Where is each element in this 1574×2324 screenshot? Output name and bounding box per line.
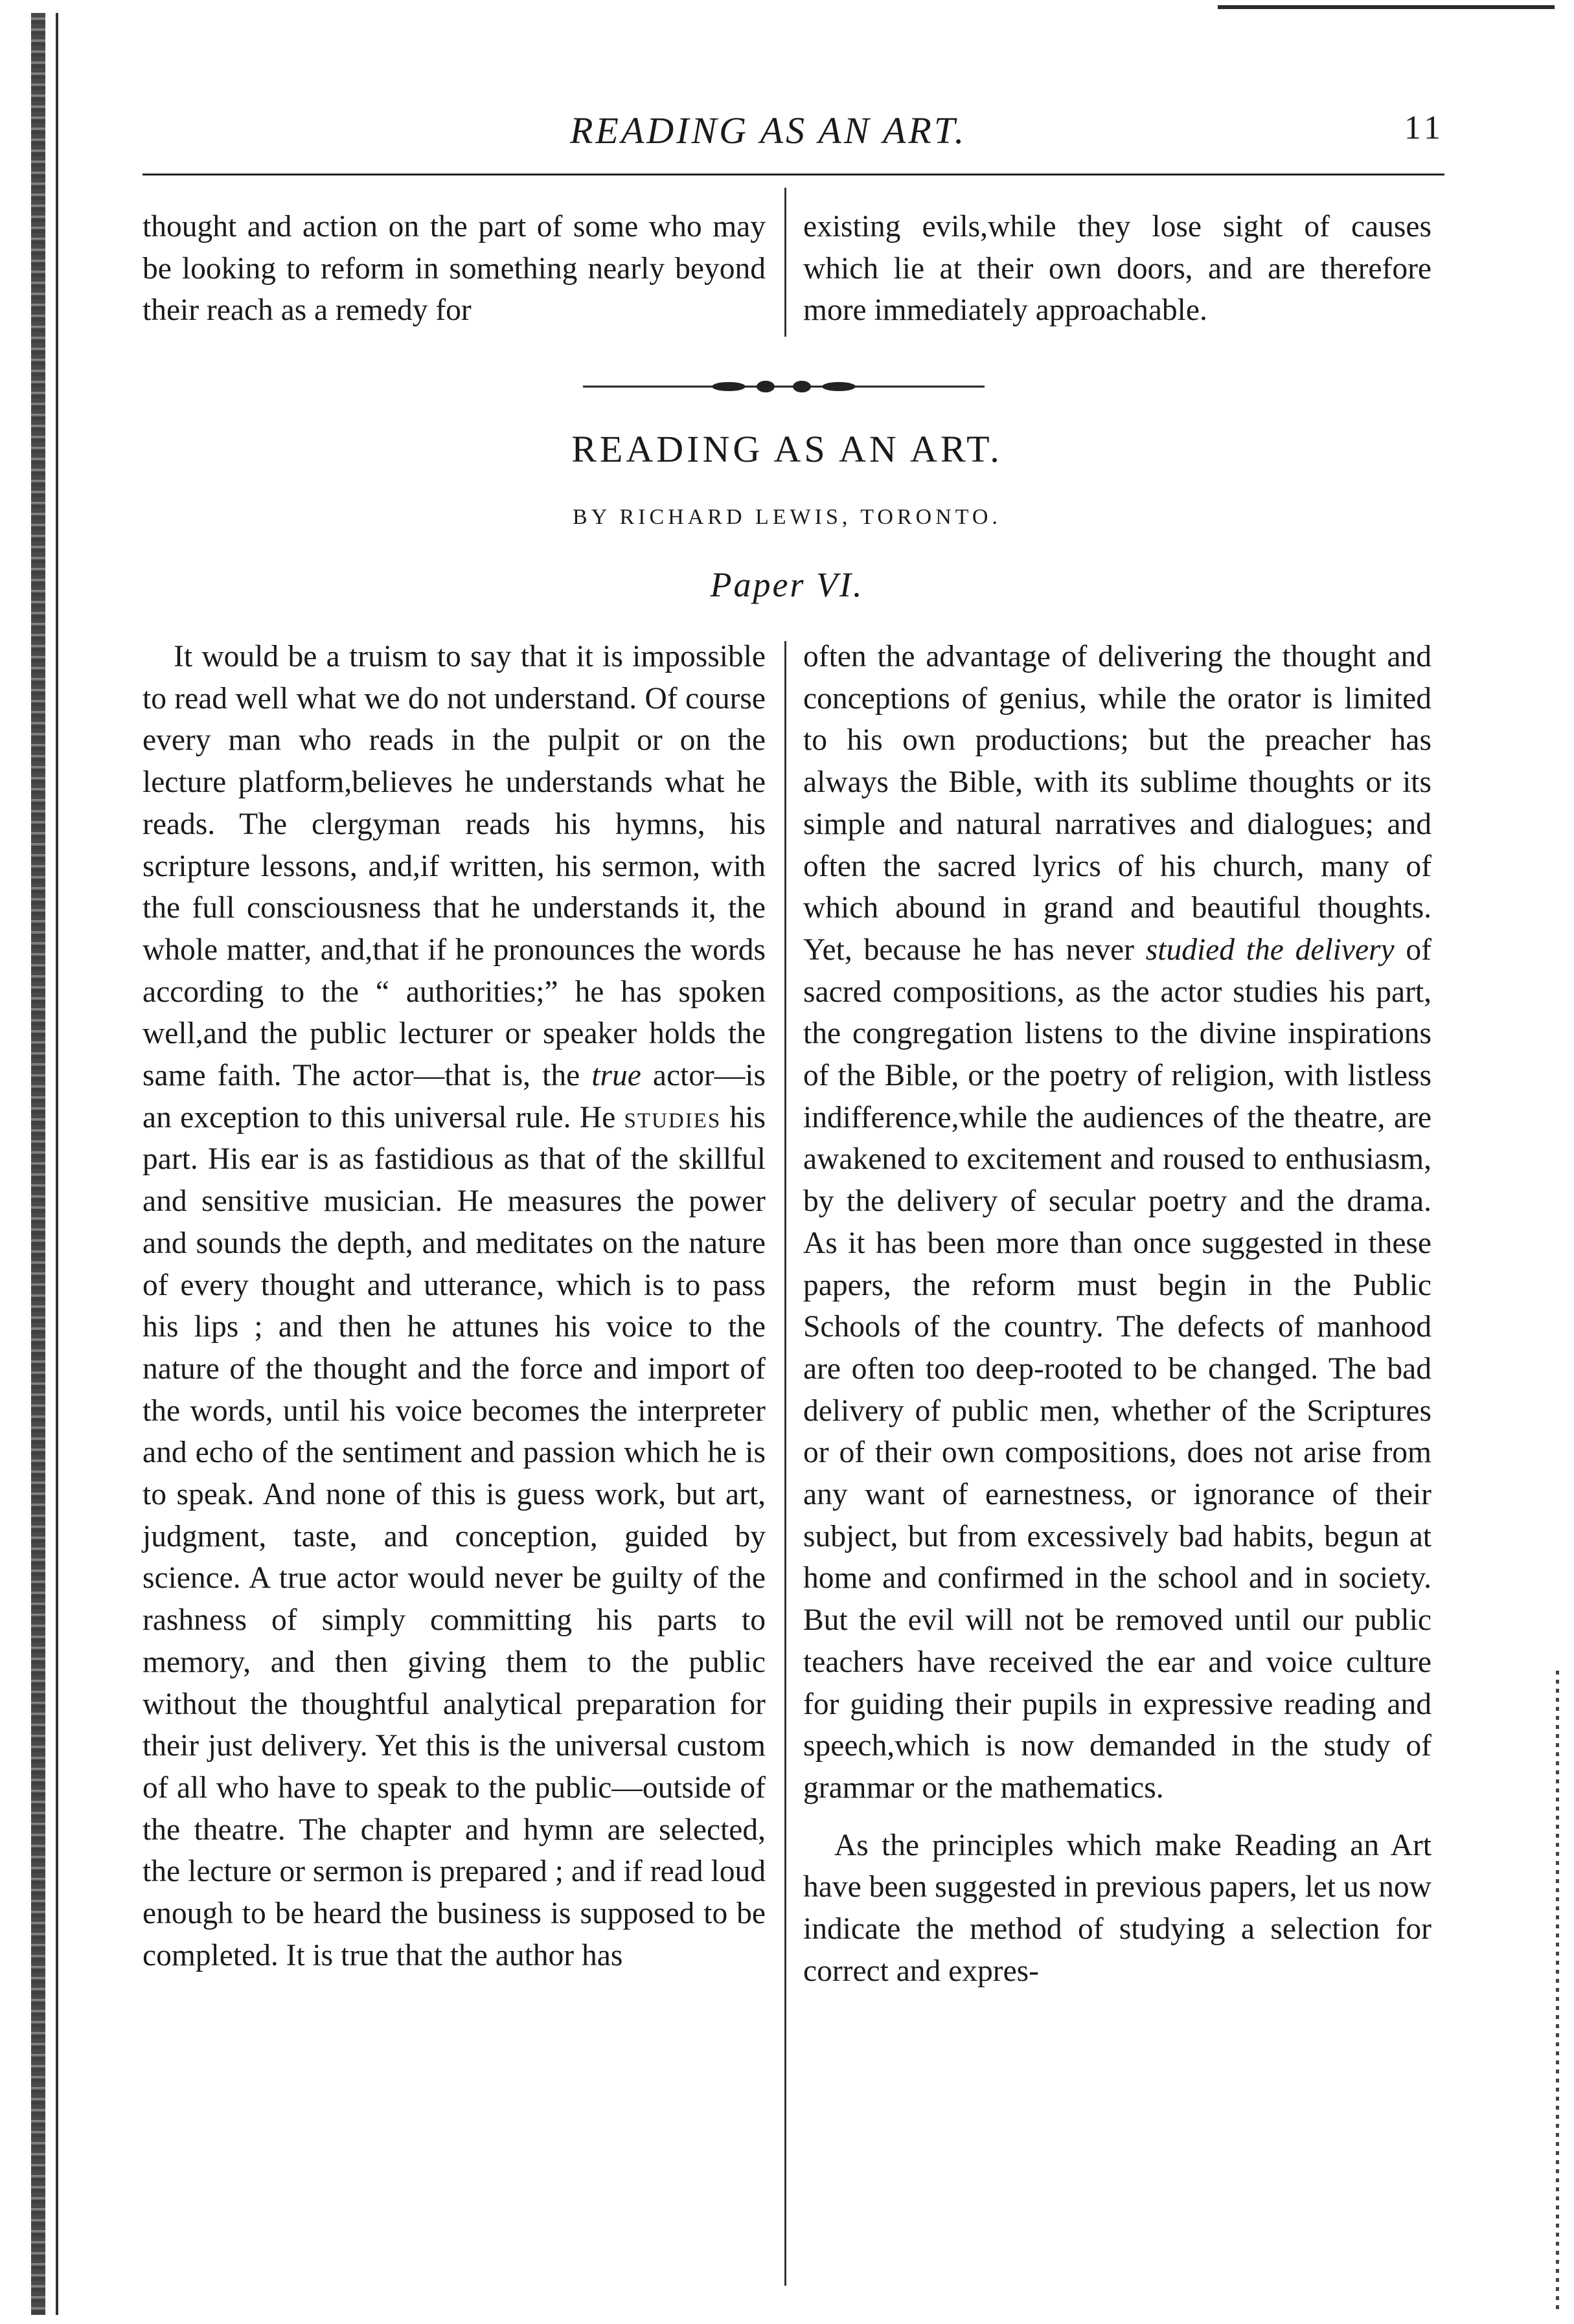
article-byline: BY RICHARD LEWIS, TORONTO. (573, 505, 1001, 529)
body-column-right (803, 636, 1431, 1992)
body-paragraph (803, 636, 1431, 1809)
continued-text-left (143, 206, 766, 332)
paper-number: Paper VI. (710, 565, 864, 604)
italic-phrase: studied the delivery (1145, 932, 1395, 967)
text-run: his part. His ear is as fastidious as that of the skillful and sensitive musician. He measures the power and sounds the depth, and meditates on the nature of every thought and utterance, which is to pass his lips ; and then he attunes his voice to the nature of the thought and the force and import of the words, until his voice becomes the interpreter and echo of the sentiment and passion which he is to speak. And none of this is guess work, but art, judgment, taste, and conception, guided by science. A true actor would never be guilty of the rashness of simply committing his parts to memory, and then giving them to the public without the thoughtful analytical preparation for their just delivery. Yet this is the universal custom of all who have to speak to the public—outside of the theatre. The chapter and hymn are selected, the lecture or sermon is prepared ; and if read loud enough to be heard the business is supposed to be completed. It is true that the author has (143, 1100, 766, 1972)
continued-paragraph-left: thought and action on the part of some who may be looking to reform in something nearly beyond their reach as a remedy for (143, 210, 766, 328)
column-divider-body (784, 641, 786, 2286)
continued-paragraph-right: existing evils,while they lose sight of causes which lie at their own doors, and are therefore more immediately approachable. (803, 210, 1431, 328)
scan-edge-mark (1218, 5, 1555, 9)
text-run: actor—is an exception to this universal rule. He (143, 1059, 766, 1134)
page-header (143, 109, 1444, 167)
page-number: 11 (1404, 109, 1444, 146)
header-rule (143, 174, 1444, 175)
body-paragraph: As the principles which make Reading an Art have been suggested in previous papers, let us now indicate the method of studying a selection for correct and expres- (803, 1828, 1431, 1988)
text-run: It would be a truism to say that it is impossible to read well what we do not understand. Of course every man who reads in the pulpit or on the lecture platform,believes he understands what he reads. The clergyman reads his hymns, his scripture lessons, and,if written, his sermon, with the full consciousness that he understands it, the whole matter, and,that if he pronounces the words according to the “ authorities;” he has spoken well,and the public lecturer or speaker holds the same faith. The actor—that is, the (143, 640, 766, 1093)
text-run: of sacred compositions, as the actor studies his part, the congregation listens to the divine inspirations of the Bible, or the poetry of religion, with listless indifference,while the audiences of the theatre, are awakened to excitement and roused to enthusiasm, by the delivery of secular poetry and the drama. As it has been more than once suggested in these papers, the reform must begin in the Public Schools of the country. The defects of manhood are often too deep-rooted to be changed. The bad delivery of public men, whether of the Scriptures or of their own compositions, does not arise from any want of earnestness, or ignorance of their subject, but from excessively bad habits, begun at home and confirmed in the school and in society. But the evil will not be removed until our public teachers have received the ear and voice culture for guiding their pupils in expressive reading and speech,which is now demanded in the study of grammar or the mathematics. (803, 932, 1431, 1805)
small-caps-word: studies (624, 1100, 722, 1134)
text-run: often the advantage of delivering the thought and conceptions of genius, while the orator is limited to his own productions; but the preacher has always the Bible, with its sublime thoughts or its simple and natural narratives and dialogues; and often the sacred lyrics of his church, many of which abound in grand and beautiful thoughts. Yet, because he has never (803, 640, 1431, 967)
section-ornament (583, 379, 985, 394)
scan-edge-mark-right (1556, 1671, 1559, 2312)
italic-word: true (591, 1059, 641, 1093)
running-title: READING AS AN ART. (570, 109, 967, 152)
body-column-left (143, 636, 766, 1977)
article-title: READING AS AN ART. (571, 428, 1003, 470)
column-divider-top (784, 188, 786, 337)
body-paragraph (143, 636, 766, 1977)
book-binding-edge (31, 13, 45, 2315)
continued-text-right (803, 206, 1431, 332)
binding-shadow-line (56, 13, 58, 2315)
